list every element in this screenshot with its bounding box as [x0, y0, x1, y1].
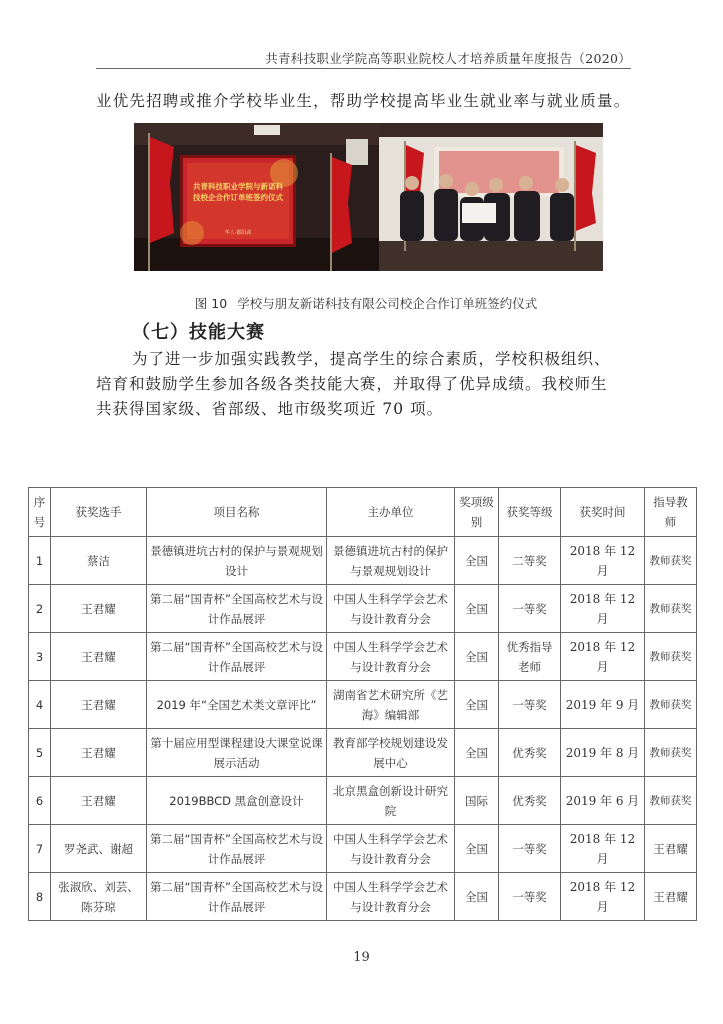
paragraph-line: 培育和鼓励学生参加各级各类技能大赛，并取得了优异成绩。我校师生: [96, 375, 608, 393]
figure-label: 图 10: [194, 296, 228, 311]
cell-project: 第二届“国青杯”全国高校艺术与设计作品展评: [147, 633, 327, 681]
cell-index: 1: [29, 537, 51, 585]
cell-date: 2019 年 8 月: [561, 729, 645, 777]
awards-table: [28, 487, 697, 921]
table-row: [29, 681, 697, 729]
col-header-teacher: 指导教师: [645, 488, 697, 537]
cell-organizer: 中国人生科学学会艺术与设计教育分会: [327, 585, 455, 633]
section-heading: （七）技能大赛: [132, 322, 265, 343]
cell-level: 全国: [455, 825, 499, 873]
cell-organizer: 中国人生科学学会艺术与设计教育分会: [327, 633, 455, 681]
cell-organizer: 中国人生科学学会艺术与设计教育分会: [327, 825, 455, 873]
cell-project: 第二届“国青杯”全国高校艺术与设计作品展评: [147, 873, 327, 921]
col-header-winner: 获奖选手: [51, 488, 147, 537]
table-row: [29, 729, 697, 777]
figure-caption: [96, 294, 636, 312]
cell-winner: 王君耀: [51, 729, 147, 777]
cell-index: 7: [29, 825, 51, 873]
page-number: 19: [353, 950, 370, 965]
cell-index: 2: [29, 585, 51, 633]
cell-index: 4: [29, 681, 51, 729]
col-header-index: 序号: [29, 488, 51, 537]
col-header-date: 获奖时间: [561, 488, 645, 537]
table-row: [29, 537, 697, 585]
table-row: [29, 777, 697, 825]
signing-ceremony-photo: [134, 123, 603, 271]
cell-teacher: 教师获奖: [645, 585, 697, 633]
section-paragraph: [96, 347, 636, 422]
cell-level: 全国: [455, 585, 499, 633]
cell-grade: 一等奖: [499, 873, 561, 921]
cell-winner: 罗尧武、谢超: [51, 825, 147, 873]
cell-index: 8: [29, 873, 51, 921]
cell-index: 3: [29, 633, 51, 681]
header-divider: [96, 68, 631, 69]
cell-winner: 蔡洁: [51, 537, 147, 585]
cell-project: 第十届应用型课程建设大课堂说课展示活动: [147, 729, 327, 777]
cell-organizer: 教育部学校规划建设发展中心: [327, 729, 455, 777]
cell-project: 2019 年“全国艺术类文章评比”: [147, 681, 327, 729]
cell-teacher: 王君耀: [645, 825, 697, 873]
cell-date: 2018 年 12 月: [561, 633, 645, 681]
col-header-organizer: 主办单位: [327, 488, 455, 537]
cell-index: 6: [29, 777, 51, 825]
cell-winner: 王君耀: [51, 681, 147, 729]
report-header: 共青科技职业学院高等职业院校人才培养质量年度报告（2020）: [265, 51, 631, 66]
table-row: [29, 633, 697, 681]
cell-date: 2018 年 12 月: [561, 537, 645, 585]
cell-date: 2019 年 9 月: [561, 681, 645, 729]
cell-project: 2019BBCD 黑盒创意设计: [147, 777, 327, 825]
screen-text: 共青科技职业学院与新诺科技校企合作订单班签约仪式: [193, 182, 283, 202]
signing-ceremony-image: [134, 123, 603, 271]
cell-winner: 张淑欣、刘芸、陈芬琼: [51, 873, 147, 921]
table-row: [29, 585, 697, 633]
col-header-project: 项目名称: [147, 488, 327, 537]
cell-grade: 二等奖: [499, 537, 561, 585]
table-header-row: [29, 488, 697, 537]
cell-project: 第二届“国青杯”全国高校艺术与设计作品展评: [147, 585, 327, 633]
paragraph-line: 共获得国家级、省部级、地市级奖项近 70 项。: [96, 400, 444, 418]
cell-grade: 一等奖: [499, 681, 561, 729]
figure-caption-text: 学校与朋友新诺科技有限公司校企合作订单班签约仪式: [237, 296, 538, 311]
screen-footer: 华人·鄱阳湖: [224, 230, 252, 236]
cell-grade: 优秀奖: [499, 729, 561, 777]
cell-teacher: 教师获奖: [645, 777, 697, 825]
cell-project: 第二届“国青杯”全国高校艺术与设计作品展评: [147, 825, 327, 873]
cell-level: 全国: [455, 681, 499, 729]
cell-organizer: 中国人生科学学会艺术与设计教育分会: [327, 873, 455, 921]
cell-date: 2019 年 6 月: [561, 777, 645, 825]
col-header-grade: 获奖等级: [499, 488, 561, 537]
cell-date: 2018 年 12 月: [561, 873, 645, 921]
table-row: [29, 825, 697, 873]
cell-organizer: 湖南省艺术研究所《艺海》编辑部: [327, 681, 455, 729]
intro-paragraph: 业优先招聘或推介学校毕业生，帮助学校提高毕业生就业率与就业质量。: [96, 92, 631, 110]
cell-index: 5: [29, 729, 51, 777]
cell-level: 国际: [455, 777, 499, 825]
cell-date: 2018 年 12 月: [561, 585, 645, 633]
col-header-level: 奖项级别: [455, 488, 499, 537]
cell-winner: 王君耀: [51, 585, 147, 633]
table-row: [29, 873, 697, 921]
cell-teacher: 教师获奖: [645, 681, 697, 729]
cell-organizer: 景德镇进坑古村的保护与景观规划设计: [327, 537, 455, 585]
cell-teacher: 王君耀: [645, 873, 697, 921]
cell-level: 全国: [455, 633, 499, 681]
cell-teacher: 教师获奖: [645, 729, 697, 777]
cell-level: 全国: [455, 729, 499, 777]
cell-project: 景德镇进坑古村的保护与景观规划设计: [147, 537, 327, 585]
cell-grade: 优秀奖: [499, 777, 561, 825]
cell-teacher: 教师获奖: [645, 633, 697, 681]
cell-winner: 王君耀: [51, 633, 147, 681]
cell-level: 全国: [455, 537, 499, 585]
cell-organizer: 北京黑盒创新设计研究院: [327, 777, 455, 825]
paragraph-line: 为了进一步加强实践教学，提高学生的综合素质，学校积极组织、: [132, 350, 611, 368]
cell-grade: 一等奖: [499, 585, 561, 633]
cell-level: 全国: [455, 873, 499, 921]
cell-date: 2018 年 12 月: [561, 825, 645, 873]
cell-grade: 一等奖: [499, 825, 561, 873]
cell-winner: 王君耀: [51, 777, 147, 825]
cell-grade: 优秀指导老师: [499, 633, 561, 681]
cell-teacher: 教师获奖: [645, 537, 697, 585]
